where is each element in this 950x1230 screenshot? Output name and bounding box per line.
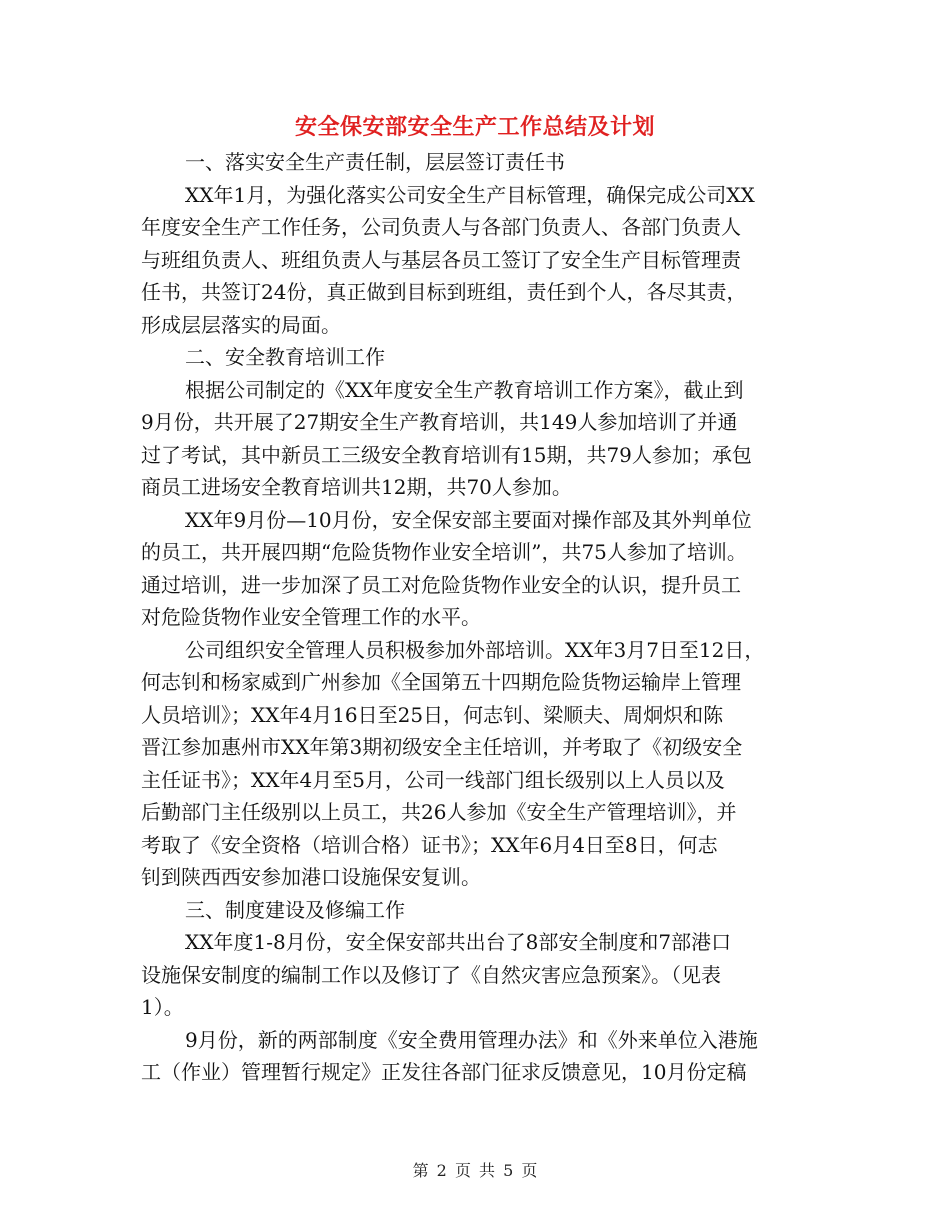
text-line: 过了考试，其中新员工三级安全教育培训有15期，共79人参加；承包 xyxy=(141,442,752,467)
text-line: 形成层层落实的局面。 xyxy=(141,312,341,337)
text-line: 商员工进场安全教育培训共12期，共70人参加。 xyxy=(141,475,572,499)
text-line: 对危险货物作业安全管理工作的水平。 xyxy=(141,605,481,629)
text-line: XX年度1-8月份，安全保安部共出台了8部安全制度和7部港口 xyxy=(185,930,732,954)
text-line: 年度安全生产工作任务，公司负责人与各部门负责人、各部门负责人 xyxy=(141,215,741,239)
text-line: 二、安全教育培训工作 xyxy=(185,345,385,369)
text-line: XX年9月份—10月份，安全保安部主要面对操作部及其外判单位 xyxy=(185,507,752,532)
text-line: 一、落实安全生产责任制，层层签订责任书 xyxy=(185,150,565,174)
text-line: XX年1月，为强化落实公司安全生产目标管理，确保完成公司XX xyxy=(185,182,755,207)
text-line: 设施保安制度的编制工作以及修订了《自然灾害应急预案》。（见表 xyxy=(141,962,721,987)
text-line: 任书，共签订24份，真正做到目标到班组，责任到个人，各尽其责， xyxy=(141,280,747,304)
text-line: 考取了《安全资格（培训合格）证书》；XX年6月4日至8日，何志 xyxy=(141,832,718,857)
text-line: 主任证书》；XX年4月至5月，公司一线部门组长级别以上人员以及 xyxy=(141,767,725,792)
text-line: 公司组织安全管理人员积极参加外部培训。XX年3月7日至12日， xyxy=(185,637,765,662)
text-line: 人员培训》；XX年4月16日至25日，何志钊、梁顺夫、周炯炽和陈 xyxy=(141,702,724,727)
text-line: 通过培训，进一步加深了员工对危险货物作业安全的认识，提升员工 xyxy=(141,572,741,597)
text-line: 钊到陕西西安参加港口设施保安复训。 xyxy=(141,865,481,889)
text-line: 的员工，共开展四期“危险货物作业安全培训”，共75人参加了培训。 xyxy=(141,540,747,564)
text-line: 晋江参加惠州市XX年第3期初级安全主任培训，并考取了《初级安全 xyxy=(141,735,743,759)
document-title: 安全保安部安全生产工作总结及计划 xyxy=(294,114,655,140)
page-footer: 第 2 页 共 5 页 xyxy=(412,1161,538,1180)
text-line: 何志钊和杨家威到广州参加《全国第五十四期危险货物运输岸上管理 xyxy=(141,670,741,694)
text-line: 9月份，新的两部制度《安全费用管理办法》和《外来单位入港施 xyxy=(185,1027,758,1052)
text-line: 工（作业）管理暂行规定》正发往各部门征求反馈意见，10月份定稿 xyxy=(141,1060,747,1084)
text-line: 后勤部门主任级别以上员工，共26人参加《安全生产管理培训》，并 xyxy=(141,800,737,824)
text-line: 1）。 xyxy=(141,995,184,1019)
text-line: 9月份，共开展了27期安全生产教育培训，共149人参加培训了并通 xyxy=(141,410,738,434)
text-line: 与班组负责人、班组负责人与基层各员工签订了安全生产目标管理责 xyxy=(141,247,741,272)
text-line: 根据公司制定的《XX年度安全生产教育培训工作方案》，截止到 xyxy=(185,377,744,402)
text-line: 三、制度建设及修编工作 xyxy=(185,897,405,922)
document-body xyxy=(141,146,811,1089)
